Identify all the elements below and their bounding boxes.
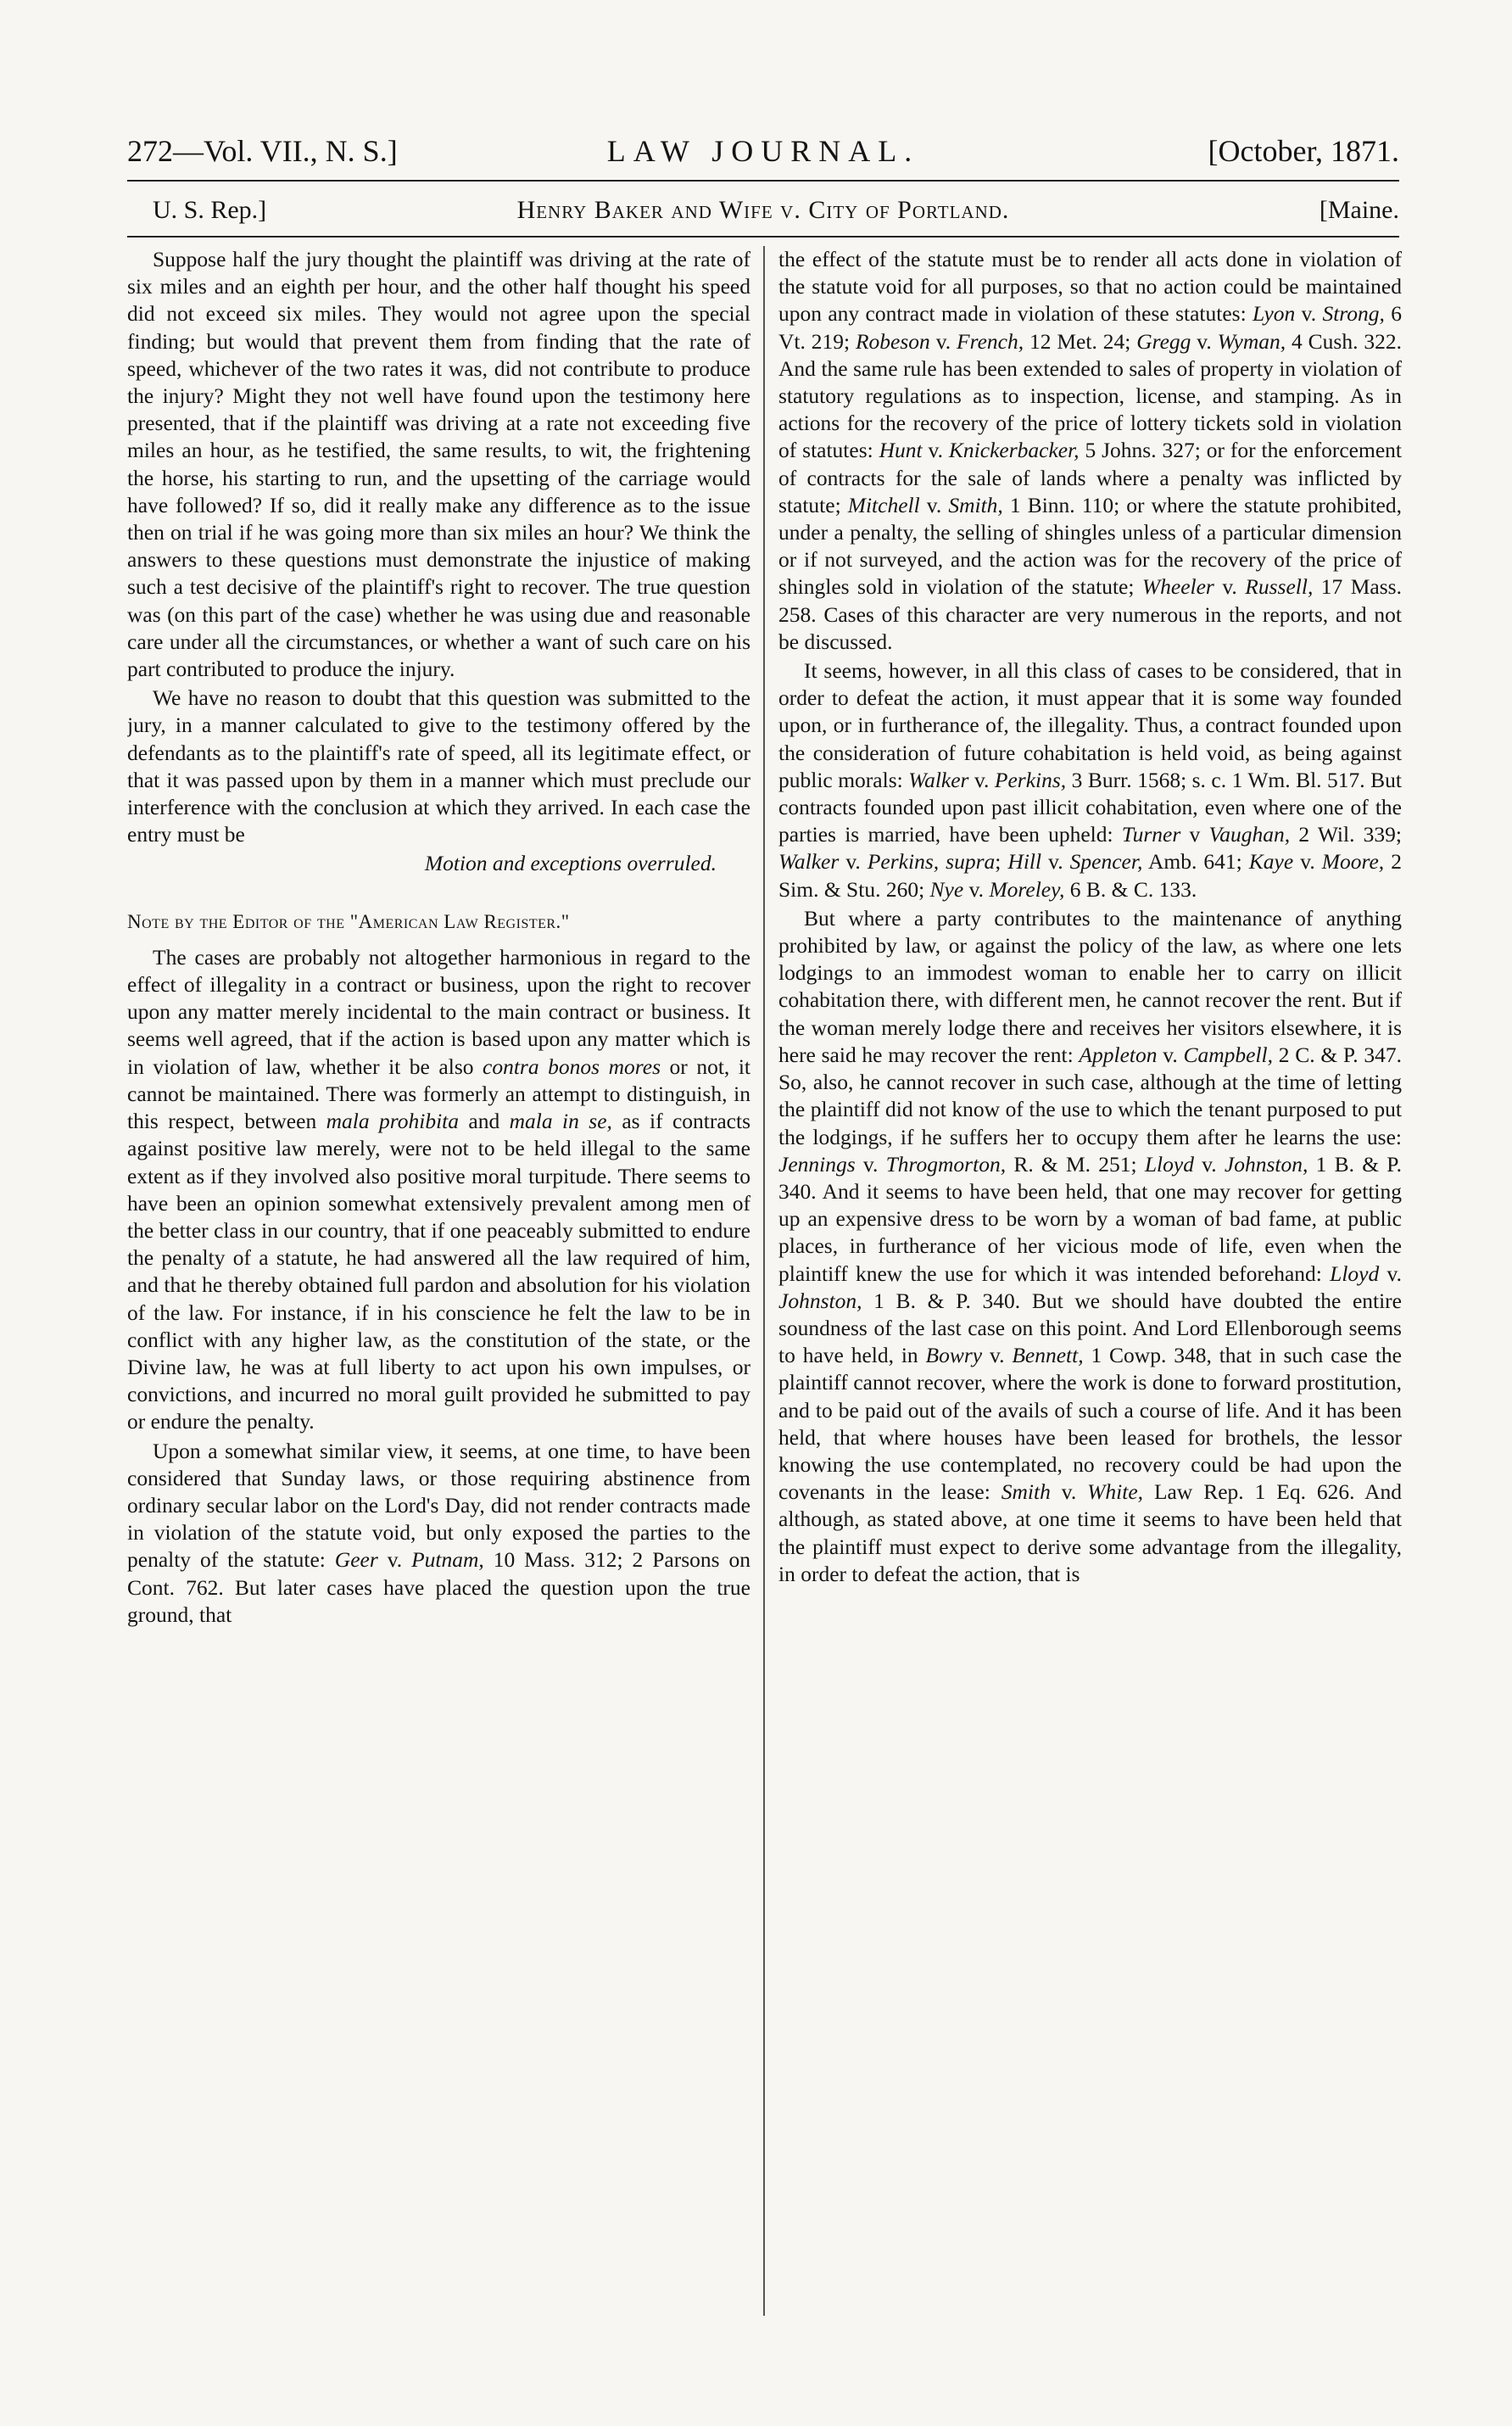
running-head: [127, 127, 1399, 175]
header-rule: [127, 180, 1399, 182]
editor-note-heading: Note by the Editor of the "American Law Register.": [127, 910, 570, 932]
paragraph: We have no reason to doubt that this question was submitted to the jury, in a manner calculated to give to the testimony offered by the defendants as to the plaintiff's rate of speed, all its legitimate effect, or that it was passed upon by them in a manner which must preclude our interference with the conclusion at which they arrived. In each case the entry must be: [127, 685, 750, 847]
paragraph: Suppose half the jury thought the plaintiff was driving at the rate of six miles and an eighth per hour, and the other half thought his speed did not exceed six miles. They would not agree upon the special finding; but would that prevent them from finding that the rate of speed, whichever of the two rates it was, did not contribute to produce the injury? Might they not well have found upon the testimony here presented, that if the plaintiff was driving at a rate not exceeding five miles an hour, as he testified, the same results, to wit, the frightening the horse, his starting to run, and the upsetting of the carriage would have followed? If so, did it really make any difference as to the issue then on trial if he was going more than six miles an hour? We think the answers to these questions must demonstrate the injustice of making such a test decisive of the plaintiff's right to recover. The true question was (on this part of the case) whether he was using due and reasonable care under all the circumstances, or whether a want of such care on his part contributed to produce the injury.: [127, 247, 750, 682]
paragraph: The cases are probably not altogether harmonious in regard to the effect of illegality in a contract or business, upon the right to recover upon any matter merely incidental to the main contract or business. It seems well agreed, that if the action is based upon any matter which is in violation of law, whether it be also contra bonos mores or not, it cannot be maintained. There was formerly an attempt to distinguish, in this respect, between mala prohibita and mala in se, as if contracts against positive law merely, were not to be held illegal to the same extent as if they involved also positive moral turpitude. There seems to have been an opinion somewhat extensively prevalent among men of the better class in our country, that if one peaceably submitted to endure the penalty of a statute, he had answered all the law required of him, and that he thereby obtained full pardon and absolution for his violation of the law. For instance, if in his conscience he felt the law to be in conflict with any higher law, as the constitution of the state, or the Divine law, he was at full liberty to act upon his own impulses, or convictions, and incurred no moral guilt provided he submitted to pay or endure the penalty.: [127, 944, 750, 1434]
issue-date: [October, 1871.: [1208, 134, 1399, 168]
page-volume: 272—Vol. VII., N. S.]: [127, 134, 398, 168]
case-title: Henry Baker and Wife v. City of Portland.: [516, 196, 1010, 224]
paragraph: It seems, however, in all this class of cases to be considered, that in order to defeat the action, it must appear that it is some way founded upon, or in furtherance of, the illegality. Thus, a contract founded upon the consideration of future cohabitation is held void, as being against public morals: Walker v. Perkins, 3 Burr. 1568; s. c. 1 Wm. Bl. 517. But contracts founded upon past illicit cohabitation, even where one of the parties is married, have been upheld: Turner v Vaughan, 2 Wil. 339; Walker v. Perkins, supra; Hill v. Spencer, Amb. 641; Kaye v. Moore, 2 Sim. & Stu. 260; Nye v. Moreley, 6 B. & C. 133.: [778, 658, 1402, 902]
right-column: [778, 246, 1402, 2350]
paragraph: But where a party contributes to the maintenance of anything prohibited by law, or against the policy of the law, as where one lets lodgings to an immodest woman to enable her to carry on illicit cohabitation there, with different men, he cannot recover the rent. But if the woman merely lodge there and receives her visitors elsewhere, it is here said he may recover the rent: Appleton v. Campbell, 2 C. & P. 347. So, also, he cannot recover in such case, although at the time of letting the plaintiff did not know of the use to which the tenant purposed to put the lodgings, if he suffers her to occupy them after he learns the use: Jennings v. Throgmorton, R. & M. 251; Lloyd v. Johnston, 1 B. & P. 340. And it seems to have been held, that one may recover for getting up an expensive dress to be worn by a woman of bad fame, at public places, in furtherance of her vicious mode of life, even when the plaintiff knew the use for which it was intended beforehand: Lloyd v. Johnston, 1 B. & P. 340. But we should have doubted the entire soundness of the last case on this point. And Lord Ellenborough seems to have held, in Bowry v. Bennett, 1 Cowp. 348, that in such case the plaintiff cannot recover, where the work is done to forward prostitution, and to be paid out of the avails of such a course of life. And it has been held, that where houses have been leased for brothels, the lessor knowing the use contemplated, no recovery could be had upon the covenants in the lease: Smith v. White, Law Rep. 1 Eq. 626. And although, as stated above, at one time it seems to have been held that the plaintiff must expect to derive some advantage from the illegality, in order to defeat the action, that is: [778, 905, 1402, 1586]
disposition: Motion and exceptions overruled.: [424, 851, 717, 876]
paragraph: the effect of the statute must be to render all acts done in violation of the statute void for all purposes, so that no action could be maintained upon any contract made in violation of these statutes: Lyon v. Strong, 6 Vt. 219; Robeson v. French, 12 Met. 24; Gregg v. Wyman, 4 Cush. 322. And the same rule has been extended to sales of property in violation of statutory regulations as to inspection, license, and stamping. As in actions for the recovery of the price of lottery tickets sold in violation of statutes: Hunt v. Knickerbacker, 5 Johns. 327; or for the enforcement of contracts for the sale of lands where a penalty was inflicted by statute; Mitchell v. Smith, 1 Binn. 110; or where the statute prohibited, under a penalty, the selling of shingles unless of a particular dimension or if not surveyed, and the action was for the recovery of the price of shingles sold in violation of the statute; Wheeler v. Russell, 17 Mass. 258. Cases of this character are very numerous in the reports, and not be discussed.: [778, 247, 1402, 654]
case-header: [127, 190, 1399, 231]
case-header-rule: [127, 236, 1399, 238]
case-state: [Maine.: [1319, 196, 1399, 224]
journal-title: LAW JOURNAL.: [606, 134, 920, 168]
left-column: [127, 246, 750, 2350]
paragraph: Upon a somewhat similar view, it seems, at one time, to have been considered that Sunday laws, or those requiring abstinence from ordinary secular labor on the Lord's Day, did not render contracts made in violation of the statute void, but only exposed the parties to the penalty of the statute: Geer v. Putnam, 10 Mass. 312; 2 Parsons on Cont. 762. But later cases have placed the question upon the true ground, that: [127, 1438, 750, 1627]
court-reporter: U. S. Rep.]: [153, 196, 267, 224]
column-divider: [763, 246, 765, 2316]
